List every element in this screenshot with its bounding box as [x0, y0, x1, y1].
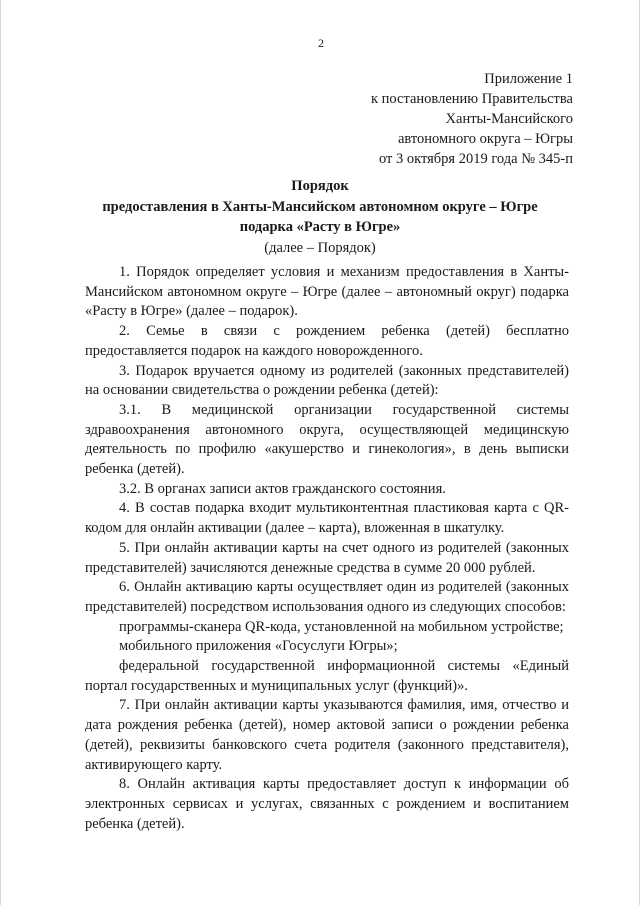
paragraph: 4. В состав подарка входит мультиконтентная пластиковая карта с QR-кодом для онлайн активации (далее – карта), вложенная в шкатулку. — [85, 500, 569, 537]
document-body — [85, 263, 569, 834]
appendix-line: автономного округа – Югры — [397, 131, 573, 147]
paragraph: 5. При онлайн активации карты на счет одного из родителей (законных представителей) зачисляются денежные средства в сумме 20 000 рублей. — [85, 539, 569, 576]
title-line: предоставления в Ханты-Мансийском автономном округе – Югре — [102, 198, 538, 215]
document-title — [61, 176, 579, 258]
paragraph: программы-сканера QR-кода, установленной на мобильном устройстве; — [119, 618, 564, 635]
paragraph: 3. Подарок вручается одному из родителей (законных представителей) на основании свидетельства о рождении ребенка (детей): — [85, 362, 569, 399]
paragraph: 3.2. В органах записи актов гражданского состояния. — [119, 480, 446, 497]
title-line: Порядок — [291, 178, 349, 194]
paragraph: федеральной государственной информационной системы «Единый портал государственных и муниципальных услуг (функций)». — [85, 658, 569, 694]
appendix-line: к постановлению Правительства — [371, 91, 573, 107]
paragraph: мобильного приложения «Госуслуги Югры»; — [119, 638, 398, 655]
page-number: 2 — [318, 36, 324, 50]
paragraph: 3.1. В медицинской организации государственной системы здравоохранения автономного округа, осуществляющей медицинскую деятельность по профилю «акушерство и гинекология», в день выписки ребенка (детей). — [85, 401, 569, 478]
appendix-line: Приложение 1 — [484, 71, 573, 87]
paragraph: 1. Порядок определяет условия и механизм предоставления в Ханты-Мансийском автономном округе – Югре (далее – автономный округ) подарка «Расту в Югре» (далее – подарок). — [85, 264, 569, 320]
paragraph: 7. При онлайн активации карты указываются фамилия, имя, отчество и дата рождения ребенка (детей), номер актовой записи о рождении ребенка (детей), реквизиты банковского счета родителя (законного представителя), активирующего карту. — [85, 697, 569, 773]
title-line: подарка «Расту в Югре» — [239, 219, 401, 235]
title-subline: (далее – Порядок) — [264, 239, 376, 256]
paragraph: 2. Семье в связи с рождением ребенка (детей) бесплатно предоставляется подарок на каждого новорожденного. — [85, 323, 569, 359]
appendix-line: Ханты-Мансийского — [445, 111, 573, 127]
appendix-header — [371, 69, 573, 169]
paragraph: 6. Онлайн активацию карты осуществляет один из родителей (законных представителей) посредством использования одного из следующих способов: — [85, 579, 569, 615]
appendix-line: от 3 октября 2019 года № 345-п — [378, 151, 573, 167]
paragraph: 8. Онлайн активация карты предоставляет доступ к информации об электронных сервисах и услугах, связанных с рождением и воспитанием ребенка (детей). — [85, 776, 569, 832]
